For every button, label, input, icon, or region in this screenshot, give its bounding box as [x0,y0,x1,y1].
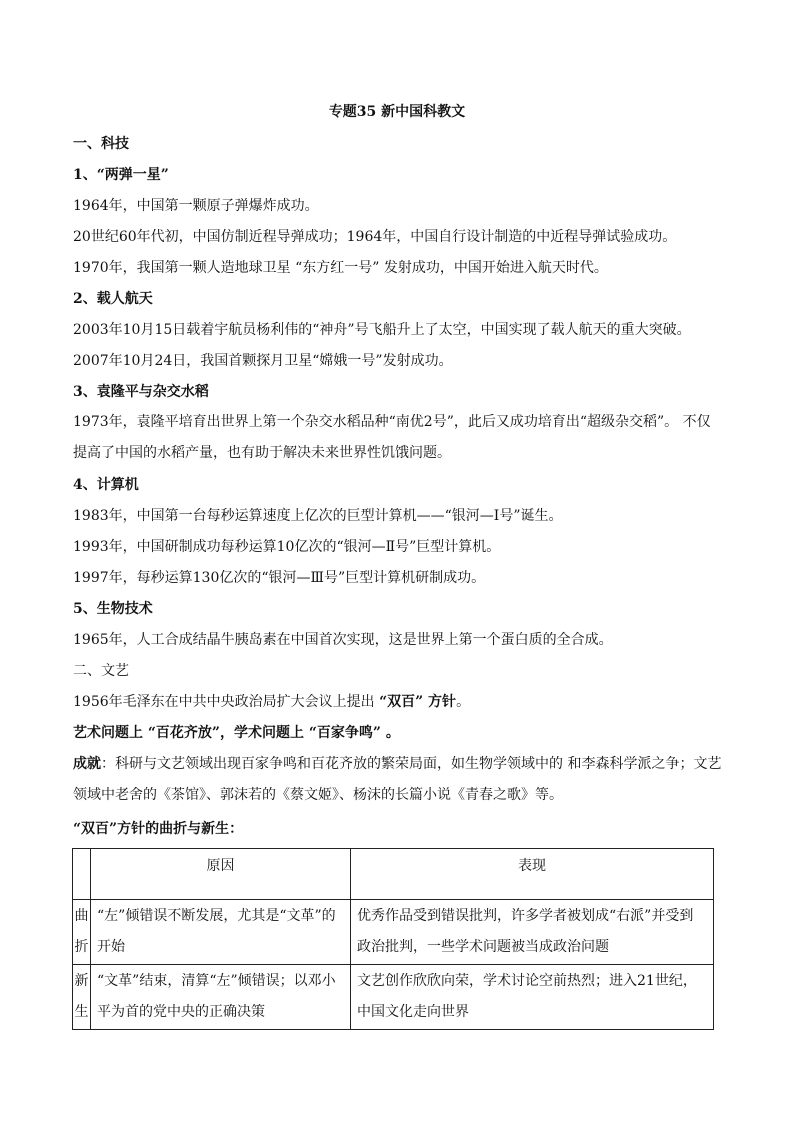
table-header-row [73,849,714,900]
row-label: 曲折 [73,900,91,965]
subheading-hybrid-rice: 3、袁隆平与杂交水稻 [73,384,209,400]
text-line: 1970年，我国第一颗人造地球卫星 “东方红一号” 发射成功，中国开始进入航天时代。 [73,260,608,276]
text-line-double-hundred [73,691,723,713]
text-line: 1965年，人工合成结晶牛胰岛素在中国首次实现，这是世界上第一个蛋白质的全合成。 [73,632,613,648]
text-line: 2007年10月24日，我国首颗探月卫星“嫦娥一号”发射成功。 [73,353,453,369]
text-line: 1993年，中国研制成功每秒运算10亿次的“银河—Ⅱ号”巨型计算机。 [73,539,501,555]
text-span: 1956年毛泽东在中共中央政治局扩大会议上提出 [73,694,380,710]
text-line: 1964年，中国第一颗原子弹爆炸成功。 [73,198,319,214]
policy-name: “双百” 方针 [379,694,457,710]
table-corner-cell [73,849,91,900]
row-cause: “文革”结束，清算“左”倾错误；以邓小平为首的党中央的正确决策 [91,965,351,1030]
table-caption: “双百”方针的曲折与新生： [73,821,244,837]
page-title: 专题35 新中国科教文 [328,104,466,120]
text-line: 20世纪60年代初，中国仿制近程导弹成功；1964年，中国自行设计制造的中近程导弹试验成功。 [73,229,677,245]
achievement-label: 成就 [73,756,101,772]
subheading-computer: 4、计算机 [73,477,139,493]
paragraph-achievements [73,749,723,811]
row-cause: “左”倾错误不断发展，尤其是“文革”的开始 [91,900,351,965]
policy-summary: 艺术问题上 “百花齐放”，学术问题上 “百家争鸣” 。 [73,725,400,741]
section-heading-arts: 二、文艺 [73,663,129,679]
text-line: 2003年10月15日载着宇航员杨利伟的“神舟”号飞船升上了太空，中国实现了载人航天的重大突破。 [73,322,691,338]
table-row [73,900,714,965]
paragraph-hybrid-rice: 1973年，袁隆平培育出世界上第一个杂交水稻品种“南优2号”，此后又成功培育出“超级杂交稻”。 不仅提高了中国的水稻产量，也有助于解决未来世界性饥饿问题。 [73,414,711,461]
text-span: 。 [456,694,471,710]
text-line: 1997年，每秒运算130亿次的“银河—Ⅲ号”巨型计算机研制成功。 [73,570,486,586]
row-effect: 优秀作品受到错误批判，许多学者被划成“右派”并受到政治批判，一些学术问题被当成政治问题 [351,900,714,965]
subheading-two-bombs: 1、“两弹一星” [73,167,169,183]
header-cause: 原因 [91,849,351,900]
subheading-manned-space: 2、载人航天 [73,291,153,307]
section-heading-tech: 一、科技 [73,136,129,152]
achievement-text: ：科研与文艺领域出现百家争鸣和百花齐放的繁荣局面，如生物学领域中的 和李森科学派之争；文艺领域中老舍的《茶馆》、郭沫若的《蔡文姬》、杨沫的长篇小说《青春之歌》等。 [73,756,722,803]
text-line: 1983年，中国第一台每秒运算速度上亿次的巨型计算机——“银河—Ⅰ号”诞生。 [73,508,563,524]
row-label: 新生 [73,965,91,1030]
subheading-biotech: 5、生物技术 [73,601,153,617]
double-hundred-table [72,848,714,1030]
row-effect: 文艺创作欣欣向荣，学术讨论空前热烈；进入21世纪，中国文化走向世界 [351,965,714,1030]
table-row [73,965,714,1030]
header-effect: 表现 [351,849,714,900]
